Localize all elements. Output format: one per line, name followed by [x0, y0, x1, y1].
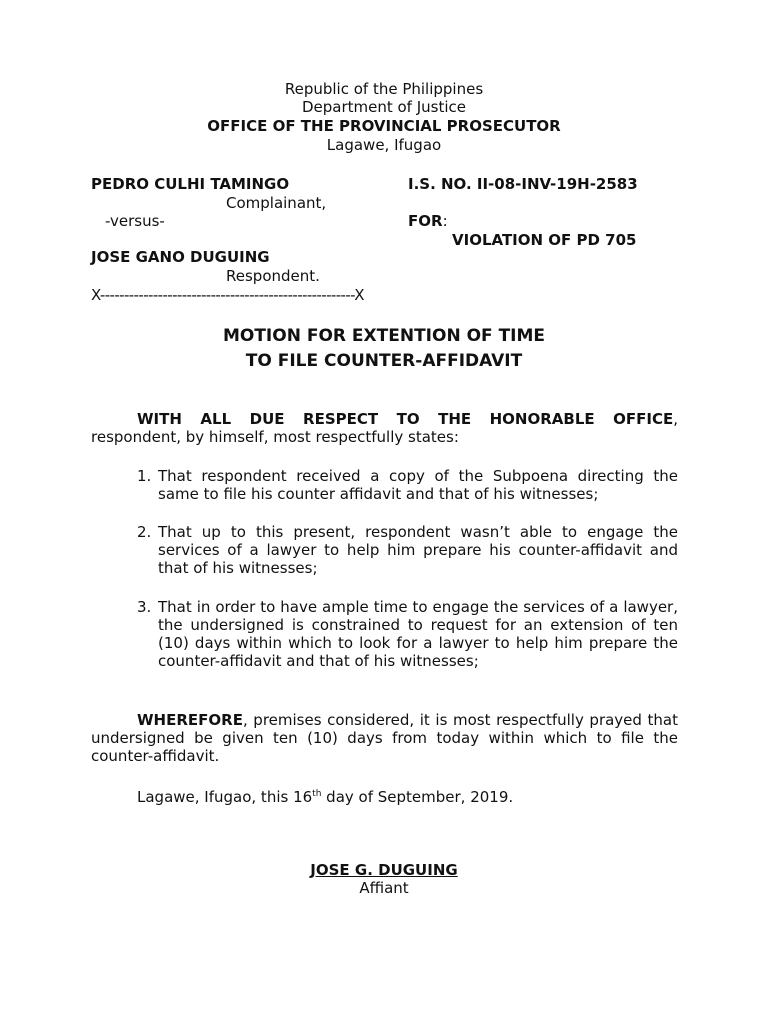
respondent-label: Respondent. [226, 267, 320, 285]
wherefore-paragraph [91, 711, 678, 765]
complainant-label: Complainant, [226, 194, 327, 212]
versus-label: -versus- [105, 212, 165, 230]
signatory-role: Affiant [359, 879, 409, 897]
list-item [137, 523, 678, 577]
date-line [137, 788, 513, 806]
date-post: day of September, 2019. [321, 788, 514, 806]
header-office: OFFICE OF THE PROVINCIAL PROSECUTOR [207, 117, 561, 135]
date-pre: Lagawe, Ifugao, this 16 [137, 788, 313, 806]
intro-paragraph [91, 410, 678, 446]
list-item-number: 1. [137, 467, 152, 485]
list-item [137, 467, 678, 503]
list-item-number: 3. [137, 598, 152, 616]
list-item-number: 2. [137, 523, 152, 541]
header-republic: Republic of the Philippines [284, 80, 484, 98]
document-title-line1: MOTION FOR EXTENTION OF TIME [222, 326, 546, 346]
case-number: I.S. NO. II-08-INV-19H-2583 [408, 175, 638, 193]
wherefore-bold: WHEREFORE [137, 711, 243, 729]
for-label-text: FOR [408, 212, 443, 230]
for-label [408, 212, 448, 230]
intro-rest: , respondent, by himself, most respectfully states: [91, 410, 678, 446]
list-item-text: That in order to have ample time to engage the services of a lawyer, the undersigned is constrained to request for an extension of ten (10) days within which to look for a lawyer to help him prepare the counter-affidavit and that of his witnesses; [158, 598, 678, 670]
for-label-colon: : [442, 212, 448, 230]
respondent-name: JOSE GANO DUGUING [91, 248, 270, 266]
list-item-text: That up to this present, respondent wasn’t able to engage the services of a lawyer to help him prepare his counter-affidavit and that of his witnesses; [158, 523, 678, 577]
date-superscript: th [312, 789, 322, 799]
caption-divider: X-----------------------------------------------------X [91, 286, 364, 304]
violation-label: VIOLATION OF PD 705 [452, 231, 637, 249]
list-item [137, 598, 678, 670]
wherefore-rest: , premises considered, it is most respectfully prayed that undersigned be given ten (10) days from today within which to file the counter-affidavit. [91, 711, 678, 765]
intro-bold: WITH ALL DUE RESPECT TO THE HONORABLE OFFICE [137, 410, 674, 428]
document-title-line2: TO FILE COUNTER-AFFIDAVIT [245, 351, 523, 371]
complainant-name: PEDRO CULHI TAMINGO [91, 175, 290, 193]
header-location: Lagawe, Ifugao [326, 136, 442, 154]
list-item-text: That respondent received a copy of the Subpoena directing the same to file his counter affidavit and that of his witnesses; [158, 467, 678, 503]
header-department: Department of Justice [301, 98, 467, 116]
signatory-name: JOSE G. DUGUING [310, 861, 458, 879]
